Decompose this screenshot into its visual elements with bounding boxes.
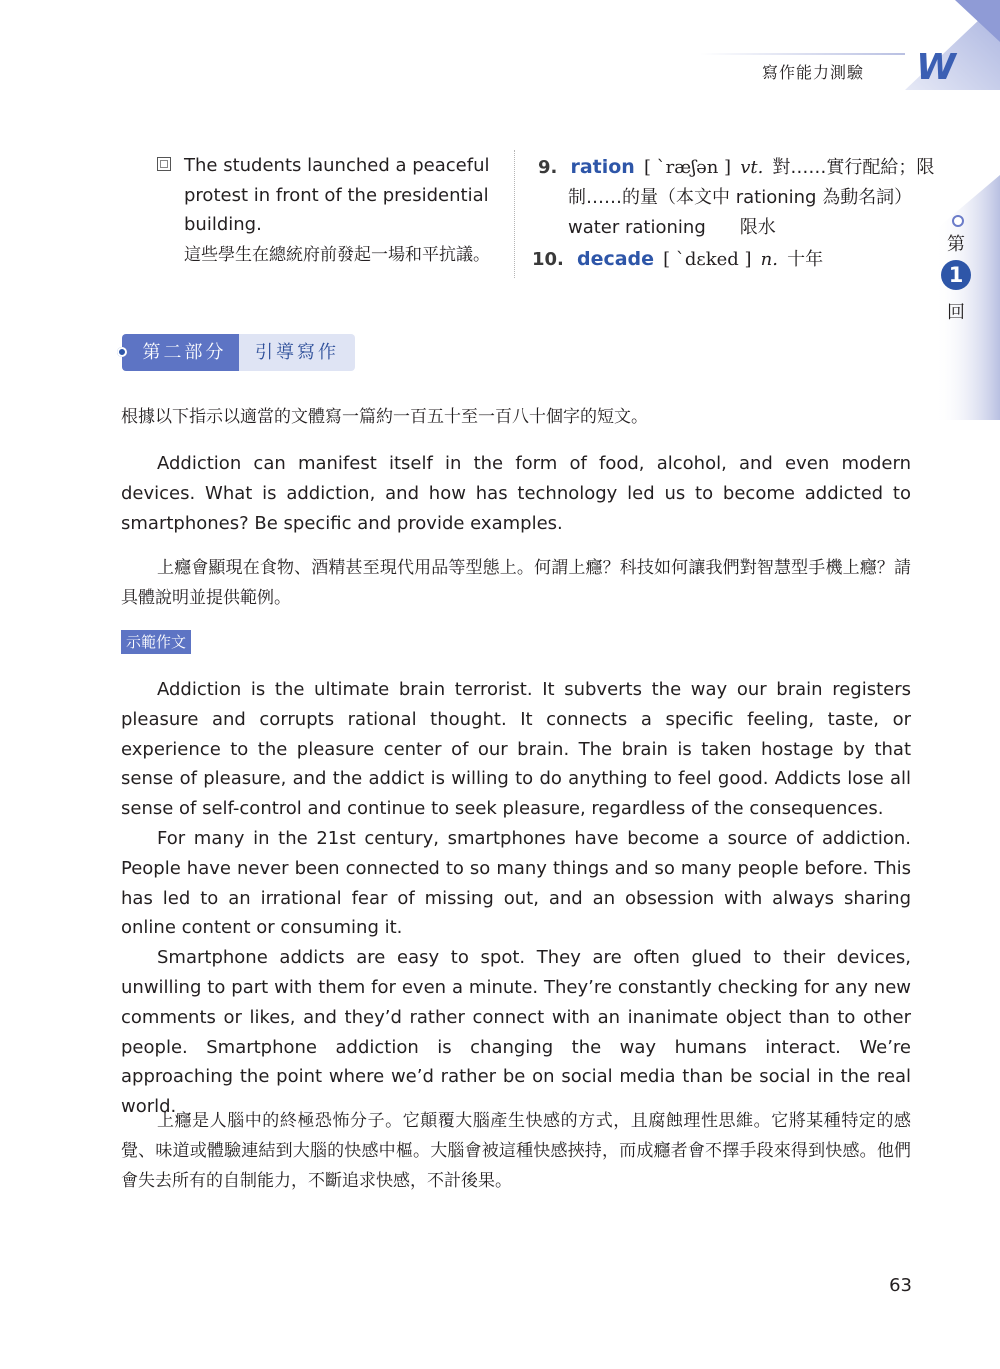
- round-number-badge: 1: [941, 260, 971, 290]
- essay-translation: 上癮是人腦中的終極恐怖分子。它顛覆大腦產生快感的方式，且腐蝕理性思維。它將某種特定的感覺、味道或體驗連結到大腦的快感中樞。大腦會被這種快感挾持，而成癮者會不擇手段來得到快感。他們會失去所有的自制能力，不斷追求快感，不計後果。: [121, 1111, 911, 1191]
- vocab-item-10: [532, 245, 823, 271]
- vocab-word: ration: [570, 156, 635, 178]
- section-name-label: 引導寫作: [239, 334, 355, 371]
- vocab-example: [568, 213, 776, 239]
- section-part-label: 第二部分: [122, 334, 239, 371]
- vocab-example-en: water rationing: [568, 217, 706, 238]
- banner-bullet-dot: [117, 347, 127, 357]
- side-tab-char-bottom: 回: [947, 302, 965, 323]
- vocab-number: 9.: [538, 157, 558, 178]
- prompt-zh: 上癮會顯現在食物、酒精甚至現代用品等型態上。何謂上癮？科技如何讓我們對智慧型手機上癮？請具體說明並提供範例。: [121, 558, 911, 608]
- vocab-definition: 十年: [787, 249, 824, 270]
- vocab-phonetic: [ ˋræʃən ]: [643, 157, 732, 178]
- vocab-definition: 對……實行配給；限: [772, 157, 935, 178]
- header-title: 寫作能力測驗: [761, 63, 864, 82]
- example-icon: [157, 157, 171, 171]
- example-sentence-zh: 這些學生在總統府前發起一場和平抗議。: [184, 245, 490, 265]
- vocab-phonetic: [ ˋdɛked ]: [663, 249, 752, 270]
- essay-paragraph-1: Addiction is the ultimate brain terrorist. It subverts the way our brain registers pleasure and corrupts rational thought. It connects a specific feeling, taste, or experience to the pleasure center of our brain. The brain is taken hostage by that sense of pleasure, and the addict is willing to do anything to feel good. Addicts lose all sense of self-control and continue to seek pleasure, regardless of the consequences.: [121, 679, 911, 820]
- vocab-pos: vt.: [740, 157, 764, 178]
- essay-paragraph-2: For many in the 21st century, smartphones have become a source of addiction. People have never been connected to so many things and so many people before. This has led to an irrational fear of missing out, and an obsession with always sharing online content or consuming it.: [121, 827, 911, 939]
- example-sentence-en: The students launched a peaceful protest in front of the presidential building.: [184, 155, 490, 235]
- page-number: 63: [889, 1275, 912, 1296]
- vocab-pos: n.: [760, 249, 778, 270]
- sample-essay: [121, 675, 911, 1122]
- vocab-word: decade: [576, 248, 655, 270]
- vocab-definition-cont: 制……的量（本文中 rationing 為動名詞）: [568, 187, 913, 208]
- prompt-en: Addiction can manifest itself in the form of food, alcohol, and even modern devices. What is addiction, and how has technology led us to become addicted to smartphones? Be specific and provide examples.: [121, 453, 911, 534]
- vocab-example-zh: 限水: [739, 217, 776, 238]
- essay-paragraph-3: Smartphone addicts are easy to spot. They are often glued to their devices, unwilling to part with them for even a minute. They’re constantly checking for any new comments or likes, and they’d rather connect with an inanimate object than to other people. Smartphone addiction is changing the way humans interact. We’re approaching the point where we’d rather be on social media than be social in the real world.: [121, 947, 911, 1118]
- vocab-item-9: [538, 153, 934, 179]
- sample-essay-label: 示範作文: [121, 630, 191, 654]
- column-divider: [514, 150, 515, 278]
- vocab-number: 10.: [532, 249, 564, 270]
- section-banner: [117, 334, 353, 371]
- section-letter: W: [916, 47, 956, 88]
- side-tab-char-top: 第: [947, 234, 965, 255]
- side-tab-dot: [952, 215, 964, 227]
- instruction-text: 根據以下指示以適當的文體寫一篇約一百五十至一百八十個字的短文。: [121, 407, 648, 427]
